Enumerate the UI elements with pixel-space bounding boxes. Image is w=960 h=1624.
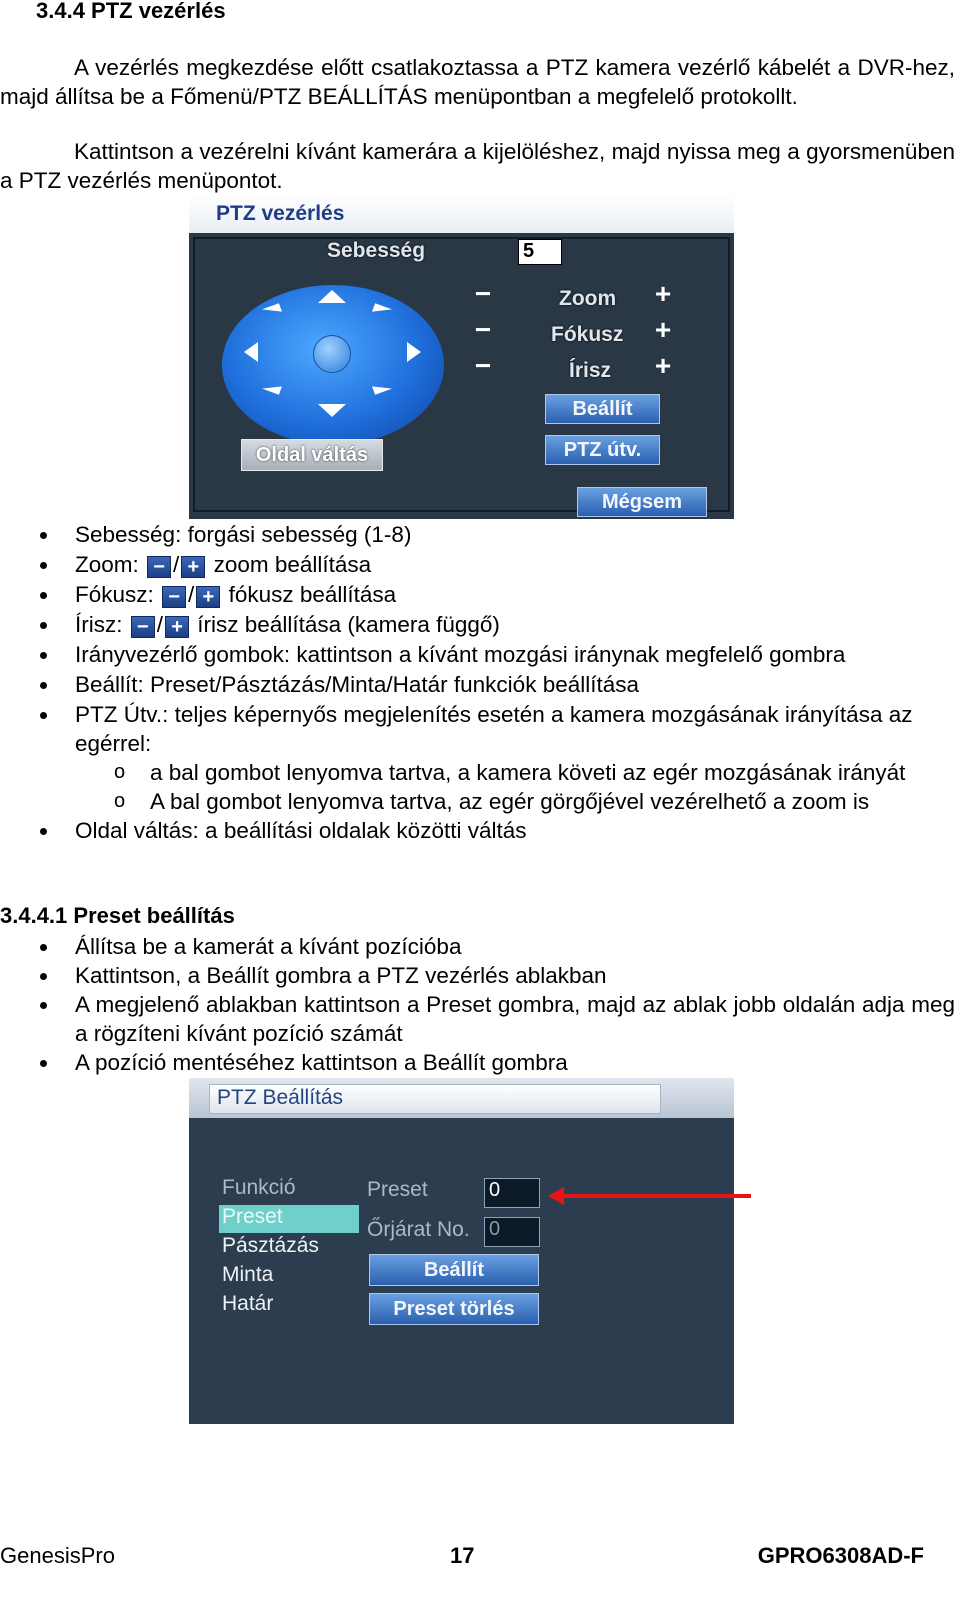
set-description: Beállít: Preset/Pásztázás/Minta/Határ funkciók beállítása — [75, 672, 640, 697]
red-arrow-line — [561, 1194, 751, 1198]
ptz-window-title: PTZ vezérlés — [216, 202, 345, 225]
plus-icon: + — [165, 616, 189, 638]
slash: / — [173, 552, 180, 577]
list-item — [0, 520, 955, 550]
instruction-paragraph: Kattintson a vezérelni kívánt kamerára a kijelöléshez, majd nyissa meg a gyorsmenüben a PTZ vezérlés menüpontot. — [0, 139, 955, 193]
list-item — [0, 670, 955, 700]
menu-item-border[interactable]: Határ — [222, 1292, 274, 1315]
focus-plus-button[interactable]: + — [654, 314, 672, 345]
patrol-input[interactable]: 0 — [484, 1217, 540, 1247]
list-item — [0, 816, 955, 846]
settings-window-title: PTZ Beállítás — [217, 1086, 344, 1109]
list-item: A pozíció mentéséhez kattintson a Beállít gombra — [0, 1048, 955, 1077]
cancel-button[interactable]: Mégsem — [577, 487, 707, 517]
footer-page-number: 17 — [450, 1543, 475, 1568]
page-switch-description: Oldal váltás: a beállítási oldalak közötti váltás — [75, 818, 527, 843]
set-button[interactable]: Beállít — [545, 394, 660, 424]
ptz-window-titlebar — [189, 195, 734, 233]
menu-item-patrol[interactable]: Pásztázás — [222, 1234, 319, 1257]
iris-label: Írisz — [569, 359, 612, 382]
patrol-label: Őrjárat No. — [367, 1218, 470, 1241]
list-item — [0, 700, 955, 816]
zoom-plus-button[interactable]: + — [654, 278, 672, 309]
sub-list-item: o A bal gombot lenyomva tartva, az egér görgőjével vezérelhető a zoom is — [74, 787, 955, 816]
settings-set-button[interactable]: Beállít — [369, 1254, 539, 1286]
list-item — [0, 610, 955, 640]
list-item: Állítsa be a kamerát a kívánt pozícióba — [0, 932, 955, 961]
minus-icon: − — [162, 586, 186, 608]
minus-icon: − — [131, 616, 155, 638]
preset-steps-list — [0, 932, 955, 1077]
arrow-right-icon[interactable] — [407, 342, 421, 362]
focus-minus-button[interactable]: − — [474, 314, 492, 345]
preset-label: Preset — [367, 1178, 428, 1201]
zoom-minus-button[interactable]: − — [474, 278, 492, 309]
plus-icon: + — [196, 586, 220, 608]
zoom-prefix: Zoom: — [75, 552, 139, 577]
ptz-feature-list — [0, 520, 955, 846]
direction-description: Irányvezérlő gombok: kattintson a kívánt mozgási iránynak megfelelő gombra — [75, 642, 846, 667]
subsection-title: 3.4.4.1 Preset beállítás — [0, 903, 235, 928]
focus-suffix: fókusz beállítása — [228, 582, 397, 607]
menu-item-preset[interactable]: Preset — [222, 1205, 283, 1228]
iris-minus-button[interactable]: − — [474, 350, 492, 381]
arrow-up-icon[interactable] — [318, 290, 346, 303]
zoom-suffix: zoom beállítása — [213, 552, 372, 577]
focus-label: Fókusz — [551, 323, 624, 346]
list-item: Kattintson, a Beállít gombra a PTZ vezérlés ablakban — [0, 961, 955, 990]
preset-delete-button[interactable]: Preset törlés — [369, 1293, 539, 1325]
iris-plus-button[interactable]: + — [654, 350, 672, 381]
page-switch-button[interactable]: Oldal váltás — [241, 439, 383, 471]
list-item — [0, 580, 955, 610]
speed-description: Sebesség: forgási sebesség (1-8) — [75, 522, 412, 547]
slash: / — [156, 612, 164, 637]
zoom-label: Zoom — [559, 287, 617, 310]
ptz-settings-screenshot — [189, 1078, 734, 1424]
ptz-utv-sublist — [75, 758, 955, 816]
section-title: 3.4.4 PTZ vezérlés — [36, 0, 226, 23]
footer-brand: GenesisPro — [0, 1543, 115, 1568]
ptz-control-screenshot — [189, 195, 734, 519]
focus-prefix: Fókusz: — [75, 582, 154, 607]
settings-titlebar — [189, 1078, 734, 1118]
iris-prefix: Írisz: — [75, 612, 123, 637]
plus-icon: + — [181, 556, 205, 578]
iris-suffix: írisz beállítása (kamera függő) — [197, 612, 500, 637]
center-button[interactable] — [313, 335, 351, 373]
menu-item-pattern[interactable]: Minta — [222, 1263, 274, 1286]
preset-input[interactable]: 0 — [484, 1178, 540, 1208]
ptz-utv-button[interactable]: PTZ útv. — [545, 435, 660, 465]
intro-paragraph: A vezérlés megkezdése előtt csatlakoztassa a PTZ kamera vezérlő kábelét a DVR-hez, majd állítsa be a Főmenü/PTZ BEÁLLÍTÁS menüpontban a megfelelő protokollt. — [0, 55, 955, 109]
list-item: A megjelenő ablakban kattintson a Preset gombra, majd az ablak jobb oldalán adja meg a rögzíteni kívánt pozíció számát — [0, 990, 955, 1048]
arrow-down-icon[interactable] — [318, 404, 346, 417]
speed-input[interactable]: 5 — [518, 239, 562, 265]
list-item — [0, 640, 955, 670]
sub-list-item: o a bal gombot lenyomva tartva, a kamera követi az egér mozgásának irányát — [74, 758, 955, 787]
arrow-left-icon[interactable] — [244, 342, 258, 362]
menu-header-function: Funkció — [222, 1176, 296, 1199]
minus-icon: − — [147, 556, 171, 578]
speed-label: Sebesség — [327, 239, 426, 262]
footer-model: GPRO6308AD-F — [757, 1543, 924, 1568]
list-item — [0, 550, 955, 580]
ptz-utv-description: PTZ Útv.: teljes képernyős megjelenítés esetén a kamera mozgásának irányítása az egérrel: — [75, 702, 913, 756]
slash: / — [188, 582, 195, 607]
